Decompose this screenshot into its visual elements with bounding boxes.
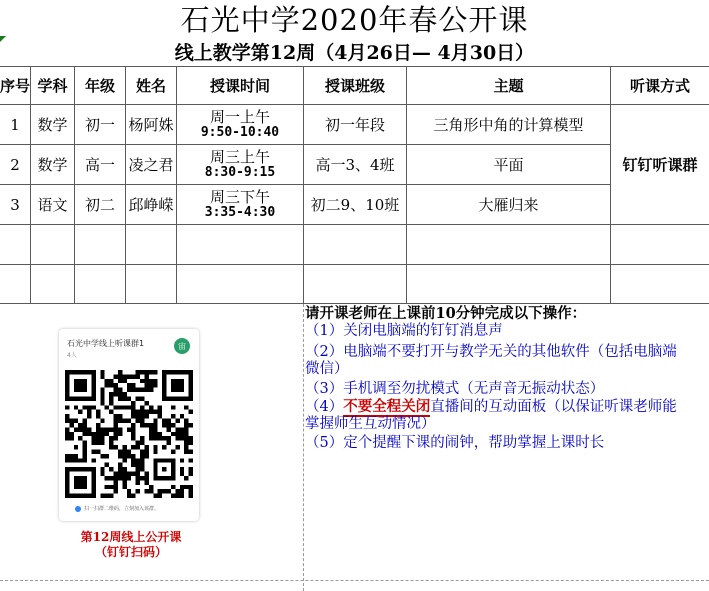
page-title[interactable]: 石光中学2020年春公开课: [180, 2, 529, 37]
table-cell-grade[interactable]: 初二: [84, 195, 115, 214]
group-name: 石光中学线上听课群1: [67, 339, 145, 348]
table-cell-class[interactable]: 初一年段: [324, 115, 385, 134]
header-cell-class[interactable]: 授课班级: [324, 76, 385, 95]
time-range-label: 3:35-4:30: [204, 204, 276, 220]
instructions-heading[interactable]: 请开课老师在上课前10分钟完成以下操作：: [305, 305, 587, 322]
empty-row[interactable]: [0, 265, 709, 303]
time-day-label: 周三下午: [209, 187, 270, 206]
scan-hint-text: 扫一扫群二维码，立刻加入该群。: [84, 506, 160, 512]
table-cell-time[interactable]: [177, 185, 303, 224]
instruction-rest: 直播间的互动面板（以保证听课老师能: [430, 399, 677, 415]
instruction-item[interactable]: （5）定个提醒下课的闹钟，帮助掌握上课时长: [305, 435, 605, 451]
scan-hint: [75, 505, 159, 512]
cell-corner-marker: [0, 36, 6, 42]
warning-text: 不要全程关闭: [343, 398, 431, 415]
table-cell-name[interactable]: 杨阿姝: [128, 115, 174, 134]
table-cell-subject[interactable]: 数学: [37, 115, 68, 134]
time-day-label: 周一上午: [209, 107, 270, 126]
instruction-item[interactable]: （3）手机调至勿扰模式（无声音无振动状态）: [305, 381, 605, 397]
qr-code-icon: [65, 370, 193, 498]
empty-row[interactable]: [0, 225, 709, 264]
table-cell-class[interactable]: 初二9、10班: [310, 195, 400, 214]
page-subtitle[interactable]: 线上教学第12周（4月26日— 4月30日）: [174, 41, 535, 64]
header-cell-no[interactable]: 序号: [0, 76, 31, 95]
qr-code-card[interactable]: [59, 329, 199, 521]
time-range-label: 8:30-9:15: [204, 164, 276, 180]
instruction-item[interactable]: 微信）: [305, 361, 349, 377]
table-cell-grade[interactable]: 初一: [84, 115, 115, 134]
instruction-item-warning[interactable]: [305, 399, 677, 415]
table-cell-subject[interactable]: 语文: [37, 195, 68, 214]
table-cell-grade[interactable]: 高一: [84, 155, 115, 174]
qr-caption-line2: （钉钉扫码）: [94, 545, 167, 559]
table-cell-time[interactable]: [177, 105, 303, 144]
instruction-item[interactable]: 掌握师生互动情况）: [305, 416, 436, 432]
table-cell-name[interactable]: 邱峥嵘: [128, 195, 174, 214]
header-cell-grade[interactable]: 年级: [84, 76, 115, 95]
instruction-item[interactable]: （2）电脑端不要打开与教学无关的其他软件（包括电脑端: [305, 344, 677, 360]
header-cell-method[interactable]: 听课方式: [629, 76, 690, 95]
table-cell-no[interactable]: 2: [10, 155, 20, 174]
time-day-label: 周三上午: [209, 147, 270, 166]
scan-icon: [75, 506, 81, 512]
table-cell-subject[interactable]: 数学: [37, 155, 68, 174]
grid-line-dashed: [0, 580, 709, 581]
grid-line: [0, 303, 709, 304]
qr-caption-line1: 第12周线上公开课: [80, 530, 182, 544]
table-cell-class[interactable]: 高一3、4班: [315, 155, 395, 174]
instruction-prefix: （4）: [305, 399, 344, 415]
table-cell-topic[interactable]: 平面: [493, 155, 524, 174]
table-cell-no[interactable]: 1: [10, 115, 20, 134]
grid-line-dashed: [303, 304, 304, 591]
table-cell-name[interactable]: 凌之君: [128, 155, 174, 174]
table-cell-topic[interactable]: 三角形中角的计算模型: [433, 115, 584, 134]
table-cell-time[interactable]: [177, 145, 303, 184]
time-range-label: 9:50-10:40: [200, 124, 280, 140]
header-cell-topic[interactable]: 主题: [493, 76, 524, 95]
table-cell-no[interactable]: 3: [10, 195, 20, 214]
header-cell-name[interactable]: 姓名: [135, 76, 166, 95]
table-cell-listen-method[interactable]: 钉钉听课群: [622, 155, 698, 174]
header-cell-subject[interactable]: 学科: [37, 76, 68, 95]
instruction-item[interactable]: （1）关闭电脑端的钉钉消息声: [305, 323, 503, 339]
table-cell-topic[interactable]: 大雁归来: [478, 195, 539, 214]
header-cell-time[interactable]: 授课时间: [209, 76, 270, 95]
group-member-count: 4人: [67, 352, 77, 359]
group-avatar: 宙: [174, 338, 190, 354]
